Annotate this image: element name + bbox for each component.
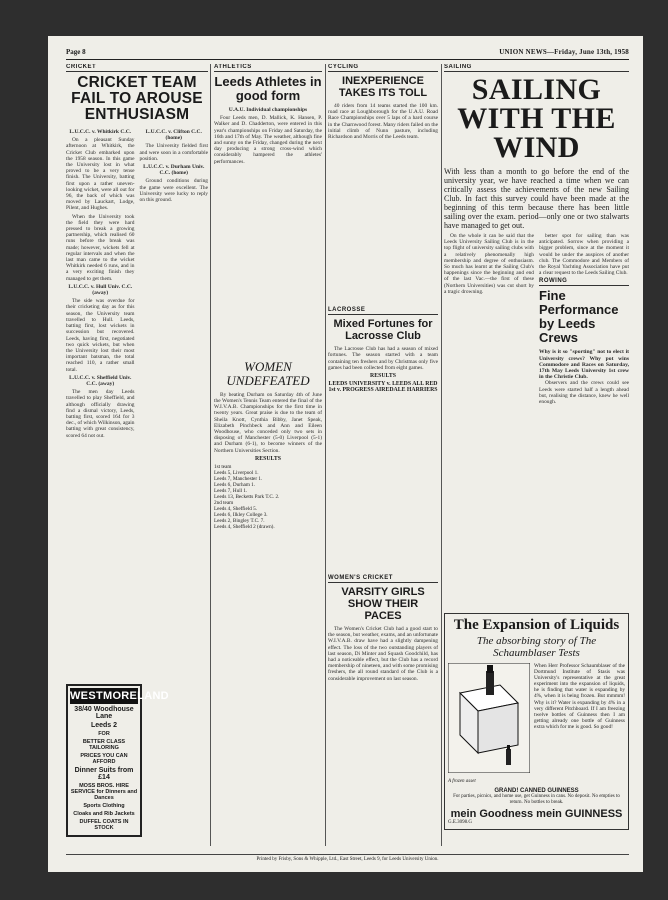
article-paragraph: Ground conditions during the game were excellent. The University were lucky to reply on this ground.: [139, 178, 208, 204]
article-paragraph: better spot for sailing than was anticipated. Sorrow when providing a bigger problem, since at the moment it would be under the auspices of another club. The Commodore and Members of the Royal Yachting Association have put a clear request to the Leeds Sailing Club.: [539, 233, 629, 277]
advert-line: 38/40 Woodhouse Lane: [74, 706, 134, 720]
advert-line: Leeds 2: [90, 722, 118, 729]
article-paragraph: When the University took the field they were hard pressed to break a growing partnership, which realised 60 runs before the break was made; however, wickets fell at regular intervals and when the last man came to the wicket Whitkirk needed 6 runs, and in a very exciting finish they managed to get them.: [66, 213, 135, 282]
sailing-column: [444, 64, 629, 846]
result-line: Leeds 5, Liverpool 1.: [214, 469, 259, 476]
newspaper-page: [48, 36, 643, 872]
advert-line: PRICES YOU CAN AFFORD: [80, 753, 128, 765]
result-line: Leeds 13, Becketts Park T.C. 2.: [214, 493, 280, 500]
match-heading: L.U.C.C. v. Sheffield Univ. C.C. (away): [69, 374, 132, 387]
header-rule: [66, 59, 629, 60]
results-subheading: LEEDS UNIVERSITY v. LEEDS ALL RED 1st v. PROGRESS AIREDALE HARRIERS: [328, 381, 438, 394]
result-line: Leeds 6, Ilkley College 3.: [214, 511, 268, 518]
publication-line: UNION NEWS—Friday, June 13th, 1958: [499, 48, 629, 56]
page-number: Page 8: [66, 48, 86, 56]
lacrosse-results: [328, 373, 438, 393]
section-label-lacrosse: LACROSSE: [328, 307, 438, 315]
results-heading: RESULTS: [370, 373, 396, 380]
tennis-headline: WOMEN UNDEFEATED: [226, 358, 310, 388]
advert-line: Dinner Suits from £14: [74, 767, 134, 781]
article-paragraph: 40 riders from 14 teams started the 100 km. road race at Loughborough for the U.A.U. Road Race Championships over 5 laps of a hard course in the Charnwood forest. Many riders failed on the initial climb of Nunn pasture, including Richardson and Morris of the Leeds team.: [328, 103, 438, 141]
advert-subtitle: The absorbing story of The Schaumblaser Tests: [476, 635, 597, 659]
article-paragraph: On the whole it can be said that the Leeds University Sailing Club is in the top flight of university sailing clubs with a relatively phenomenally high membership and degree of enthusiasm. So much has learnt at the Sailing Club's happenings since the beginning and end of the last Vac.—the first of these (Northern Universities) was cut short by a tragic drowning.: [444, 233, 534, 295]
advert-line: Cloaks and Rib Jackets: [73, 811, 135, 817]
article-paragraph: The University fielded first and were soon in a comfortable position.: [139, 143, 208, 162]
advert-line: Sports Clothing: [83, 803, 125, 809]
rowing-lead: Why is it so "sporting" not to elect it University crews? Why pot wins Commodore and Races on Saturday, 17th May Leeds University 1st crew in the Christie Club.: [539, 349, 629, 381]
section-label-cycling: CYCLING: [328, 64, 438, 72]
section-label-athletics: ATHLETICS: [214, 64, 322, 72]
article-paragraph: Observers and the crews could see Leeds were started half a length ahead but, realising the distance, knew he well enough.: [539, 380, 629, 406]
illustration-caption: A frozen asset: [448, 779, 476, 784]
article-paragraph: On a pleasant Sunday afternoon at Whitkirk, the Cricket Club embarked upon the 1958 season. In this game the University lost in what proved to be a very tense finish. The University, batting first upon a rather uneven-looking wicket, were all out for 96, the back of which was moved by Lauckart, Lodge, Pilent, and Hughes.: [66, 137, 135, 212]
cricket-body: [66, 127, 208, 441]
athletics-column: [214, 64, 322, 846]
result-line: Leeds 7, Manchester 1.: [214, 475, 263, 482]
advert-line: BETTER CLASS TAILORING: [82, 739, 126, 751]
match-heading: L.U.C.C. v. Hull Univ. C.C. (away): [68, 283, 133, 297]
tennis-results: [214, 456, 322, 530]
result-line: Leeds 4, Sheffield 2 (drawn).: [214, 523, 275, 530]
womens-cricket-headline: VARSITY GIRLS SHOW THEIR PACES: [341, 586, 425, 623]
results-heading: RESULTS: [255, 455, 281, 462]
westmoreland-advert: [66, 684, 169, 837]
advert-copy: When Herr Professor Schaumblaser of the Dortmund Institute of Stasis was University's representative at the great experiment into the expansion of liquids, he is finding that water is expanding by 4%, when it is being frozen. But mmmm! Why is it? Water is expanding by 4% in a very different Pitchboard. If I am freezing twelve bottles of Guinness then I am getting already one bottle of Guinness extra which for me is good. So good!: [534, 663, 625, 730]
article-paragraph: The Women's Cricket Club had a good start to the season, but weather, exams, and an unfortunate W.I.V.A.B. draw have had a slightly dampening effect. The loss of the two outstanding players of last season, Di Minter and Squash Goodchild, has had a noticeable effect, but the Club has a record membership of nineteen, and with some promising freshers, the all round standard of the Club is a considerable improvement on last season.: [328, 626, 438, 682]
column-divider: [441, 64, 442, 846]
match-heading: L.U.C.C. v. Durham Univ. C.C. (home): [143, 164, 205, 177]
article-paragraph: The Lacrosse Club has had a season of mixed fortunes. The season started with a team containing ten freshers and by Christmas only five games had been collected from eight games.: [328, 346, 438, 371]
advert-title: The Expansion of Liquids: [453, 617, 620, 633]
cycling-column: [328, 64, 438, 846]
match-heading: L.U.C.C. v. Whitkirk C.C.: [69, 129, 132, 135]
lacrosse-headline: Mixed Fortunes for Lacrosse Club: [333, 318, 433, 343]
column-divider: [325, 64, 326, 846]
advert-brand: WESTMORELAND: [70, 690, 169, 702]
result-line: Leeds 7, Hull 1.: [214, 487, 248, 494]
column-divider: [210, 64, 211, 846]
sailing-lead: With less than a month to go before the end of the university year, we have reached a time when we can critically assess the achievements of the new Sailing Club. In fact this survey could have been made at the beginning of this term because there has been little sailing over the exam. period—only one or two stalwarts have managed to get out.: [444, 167, 629, 230]
section-label-sailing: SAILING: [444, 64, 629, 72]
rowing-headline: Fine Performance by Leeds Crews: [539, 288, 619, 346]
article-paragraph: The side was overdue for their cricketing day as for this season, the University team travelled to Hull. Leeds, batting first, lost wickets in succession but recovered. Leeds, having first, negotiated two quick wickets, but when the University lost their most important batsman, the total reached 110, a rather small total.: [66, 298, 135, 373]
cycling-headline: INEXPERIENCE TAKES ITS TOLL: [338, 75, 428, 99]
article-subheading: U.A.U. Individual championships: [228, 107, 308, 113]
frozen-bottle-illustration: [448, 663, 530, 773]
athletics-headline: Leeds Athletes in good form: [214, 74, 322, 103]
result-line: Leeds 2, Bingley T.C. 7.: [214, 517, 265, 524]
sailing-headline: SAILING WITH THE WIND: [457, 73, 616, 164]
guinness-advert: [444, 613, 629, 830]
article-paragraph: By beating Durham on Saturday 4th of June the Women's Tennis Team entered the final of the W.I.V.A.B. Championships for the first time in twenty years. Great praise is due to the team of Sheila Knott, Cynthia Bibby, Janet Speak, Elizabeth Pinchbeck and Ann and Eileen Woodhouse, who conceded only two sets in disposing of Manchester (5-0) Liverpool (5-1) and Durham (6-1), to become winners of the Northern Universities Section.: [214, 391, 322, 454]
page-header: [66, 48, 629, 58]
advert-copy: For parties, picnics, and home use, get Guinness in cans. No deposit. No empties to return. No bottles to break.: [453, 794, 620, 805]
cricket-column: [66, 64, 208, 846]
printer-imprint: Printed by Frisby, Sons & Whipple, Ltd., East Street, Leeds 9, for Leeds University Union.: [66, 854, 629, 862]
result-line: Leeds 6, Durham 1.: [214, 481, 256, 488]
match-heading: L.U.C.C. v. Clifton C.C. (home): [145, 129, 202, 142]
section-label-womens-cricket: WOMEN'S CRICKET: [328, 575, 438, 583]
guinness-slogan: mein Goodness mein GUINNESS: [450, 808, 623, 820]
advert-code: G.E.3098.G: [448, 820, 473, 825]
advert-slogan: GRAND! CANNED GUINNESS: [494, 788, 579, 794]
result-line: Leeds 4, Sheffield 5.: [214, 505, 257, 512]
cricket-headline: CRICKET TEAM FAIL TO AROUSE ENTHUSIASM: [71, 74, 203, 123]
result-line: 1st team: [214, 463, 232, 470]
article-paragraph: The men day Leeds travelled to play Sheffield, and although officially drawing find a dismal victory, Leeds, batting first, scored 164 for 3 dec., of which Wilkinson, again batting with great consistency, scored 64 not out.: [66, 389, 135, 439]
section-label-rowing: ROWING: [539, 278, 629, 286]
section-label-cricket: CRICKET: [66, 64, 208, 72]
article-paragraph: Four Leeds men, D. Mallick, K. Hansen, P. Walker and D. Chadderton, were entered in this year's championships on Friday and Saturday, the 16th and 17th of May. The weather, although fine and sunny on the Friday, changed during the next day producing a strong cross-wind which considerably hampered the athletes' performances.: [214, 115, 322, 165]
result-line: 2nd team: [214, 499, 234, 506]
canned-guinness-panel: [448, 788, 625, 826]
advert-line: DUFFEL COATS IN STOCK: [79, 819, 129, 831]
advert-line: MOSS BROS. HIRE SERVICE for Dinners and Dances: [70, 783, 138, 801]
advert-line: FOR: [98, 731, 110, 737]
